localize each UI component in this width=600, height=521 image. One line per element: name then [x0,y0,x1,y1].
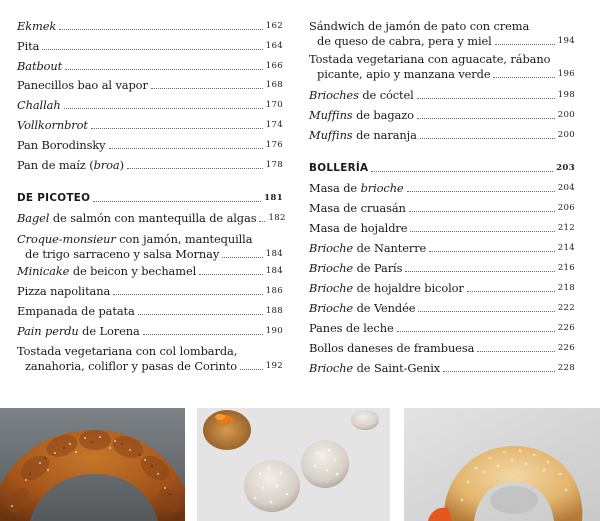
toc-italic-text: Brioche [309,281,354,295]
toc-entry-title [309,52,550,67]
toc-italic-text: Minicake [17,264,70,278]
toc-italic-text: Batbout [17,59,63,73]
toc-italic-text: Brioche [309,301,354,315]
toc-italic-text: Brioche [309,241,354,255]
dot-leader [199,274,263,275]
toc-text: de bagazo [352,108,414,122]
dot-leader [91,128,263,129]
toc-text: BOLLERÍA [309,162,369,174]
toc-text: de hojaldre bicolor [353,281,464,295]
toc-entry-title [17,59,62,74]
toc-entry-title [17,98,61,113]
toc-entry-title [17,19,56,34]
dot-leader [113,294,263,295]
toc-text: de naranja [352,128,417,142]
toc-italic-text: Brioche [309,361,354,375]
page-number: 194 [557,36,575,46]
page-number: 226 [557,323,575,333]
toc-entry-title [309,361,440,376]
page-number: 200 [557,130,575,140]
toc-entry-line-1 [17,232,283,247]
toc-entry[interactable] [17,59,283,74]
toc-italic-text: Brioche [309,261,354,275]
toc-entry-line-1 [309,19,575,34]
dot-leader [409,211,555,212]
toc-entry-title [17,118,88,133]
toc-text: Masa de hojaldre [309,221,408,235]
toc-text: de Saint-Genix [353,361,441,375]
page-number: 184 [265,249,283,259]
dot-leader [240,369,263,370]
page-number: 192 [265,361,283,371]
toc-entry[interactable] [17,118,283,133]
toc-text: Pan de maíz ( [17,158,94,172]
toc-entry-title [309,181,404,196]
toc-italic-text: Ekmek [17,19,57,33]
page-number: 182 [268,213,286,223]
toc-entry[interactable] [17,344,283,374]
toc-entry-title [309,261,402,276]
page-number: 184 [265,266,283,276]
toc-italic-text: broa [93,158,120,172]
toc-entry-title [17,264,196,279]
toc-text: Empanada de patata [17,304,135,318]
toc-entry[interactable] [17,78,283,93]
dot-leader [138,314,263,315]
page-number: 181 [264,193,283,203]
toc-text: ) [119,158,124,172]
toc-entry-title [309,281,464,296]
dot-leader [143,334,263,335]
toc-entry-title [17,344,237,359]
dot-leader [222,257,263,258]
toc-italic-text: Muffins [309,108,353,122]
toc-entry-title [17,324,140,339]
toc-entry-title [309,301,415,316]
page-number: 186 [265,286,283,296]
page-number: 190 [265,326,283,336]
toc-entry-title [309,88,414,103]
page-number: 226 [557,343,575,353]
toc-entry[interactable] [309,201,575,216]
toc-entry[interactable] [17,264,283,279]
dot-leader [493,77,554,78]
toc-entry[interactable] [309,241,575,256]
dot-leader [443,371,555,372]
toc-text: Bollos daneses de frambuesa [309,341,475,355]
page-number: 218 [557,283,575,293]
toc-entry[interactable] [309,52,575,82]
page-number: 162 [265,21,283,31]
toc-text: Panecillos bao al vapor [17,78,148,92]
cocktail-brioches-photo [197,408,390,521]
toc-italic-text: Bagel [17,211,50,225]
dot-leader [477,351,554,352]
dot-leader [397,331,555,332]
toc-entry[interactable] [309,281,575,296]
toc-text: Masa de cruasán [309,201,406,215]
page-number: 228 [557,363,575,373]
toc-entry-title [309,161,368,176]
toc-text: Tostada vegetariana con aguacate, rábano [309,52,551,66]
page-number: 196 [557,69,575,79]
toc-entry[interactable] [17,39,283,54]
dot-leader [42,49,262,50]
page-number: 166 [265,61,283,71]
dot-leader [259,221,265,222]
toc-entry-line-1 [309,52,575,67]
toc-text: Tostada vegetariana con col lombarda, [17,344,238,358]
toc-entry[interactable] [17,98,283,113]
toc-italic-text: Croque-monsieur [17,232,116,246]
braided-bread-ring-photo [0,408,185,521]
page-number: 198 [557,90,575,100]
page-number: 178 [265,160,283,170]
toc-entry[interactable] [309,108,575,123]
dot-leader [65,69,263,70]
toc-text: con jamón, mantequilla [115,232,253,246]
toc-entry[interactable] [17,19,283,34]
toc-entry[interactable] [309,301,575,316]
toc-text: Sándwich de jamón de pato con crema [309,19,530,33]
toc-entry-title [17,39,39,54]
toc-text: de Lorena [78,324,140,338]
toc-entry-title [309,108,414,123]
toc-text: picante, apio y manzana verde [317,67,491,81]
page-number: 216 [557,263,575,273]
toc-entry-title [309,221,407,236]
toc-entry[interactable] [17,324,283,339]
page-number: 164 [265,41,283,51]
dot-leader [407,191,555,192]
dot-leader [418,311,554,312]
toc-italic-text: Pain perdu [17,324,79,338]
dot-leader [151,88,263,89]
toc-entry-title [25,247,219,262]
page-number: 204 [557,183,575,193]
page-number: 170 [265,100,283,110]
toc-section-heading[interactable] [309,161,575,176]
toc-entry-title [317,34,492,49]
toc-text: Masa de [309,181,361,195]
toc-text: Pita [17,39,40,53]
toc-text: Pan Borodinsky [17,138,106,152]
dot-leader [93,201,261,202]
toc-entry-line-2 [309,34,575,49]
page-number: 174 [265,120,283,130]
page-number: 206 [557,203,575,213]
toc-entry[interactable] [17,304,283,319]
toc-entry-title [309,341,474,356]
toc-entry[interactable] [309,221,575,236]
dot-leader [417,118,555,119]
toc-entry-title [309,241,426,256]
page-number: 212 [557,223,575,233]
dot-leader [410,231,554,232]
dot-leader [429,251,554,252]
page-number: 200 [557,110,575,120]
page-number: 203 [556,163,575,173]
dot-leader [59,29,263,30]
page-number: 222 [557,303,575,313]
toc-entry-title [17,158,124,173]
dot-leader [109,148,263,149]
toc-text: zanahoria, coliflor y pasas de Corinto [25,359,238,373]
toc-italic-text: Challah [17,98,61,112]
toc-italic-text: Brioches [309,88,359,102]
page-number: 188 [265,306,283,316]
toc-entry-line-2 [309,67,575,82]
toc-entry[interactable] [17,232,283,262]
dot-leader [405,271,554,272]
toc-entry-title [317,67,490,82]
toc-entry[interactable] [309,88,575,103]
toc-entry-title [17,304,135,319]
dot-leader [371,171,553,172]
toc-entry[interactable] [309,261,575,276]
toc-entry-title [309,128,417,143]
toc-entry-title [17,138,106,153]
dot-leader [127,168,263,169]
dot-leader [495,44,555,45]
toc-italic-text: Vollkornbrot [17,118,88,132]
page-number: 176 [265,140,283,150]
toc-text: Panes de leche [309,321,394,335]
toc-entry-title [17,232,252,247]
toc-entry-title [309,19,529,34]
toc-text: de Vendée [353,301,416,315]
dot-leader [64,108,263,109]
toc-entry-line-2 [17,247,283,262]
toc-text: de beicon y bechamel [69,264,197,278]
toc-entry[interactable] [17,138,283,153]
toc-entry[interactable] [309,181,575,196]
dot-leader [417,98,555,99]
toc-entry[interactable] [17,211,286,226]
toc-entry-title [17,78,148,93]
toc-entry[interactable] [309,321,575,336]
toc-entry-title [25,359,237,374]
toc-entry-title [309,321,394,336]
toc-entry[interactable] [17,158,283,173]
sesame-bagel-photo [404,408,600,521]
toc-text: DE PICOTEO [17,192,91,204]
toc-entry-title [17,191,90,206]
toc-text: de cóctel [358,88,414,102]
toc-text: de Nanterre [353,241,427,255]
toc-entry[interactable] [309,361,575,376]
toc-entry-title [309,201,406,216]
toc-entry-line-1 [17,344,283,359]
toc-text: de salmón con mantequilla de algas [49,211,257,225]
toc-text: de trigo sarraceno y salsa Mornay [25,247,220,261]
page-number: 214 [557,243,575,253]
dot-leader [420,138,555,139]
toc-entry[interactable] [17,284,283,299]
toc-entry[interactable] [309,341,575,356]
toc-italic-text: Muffins [309,128,353,142]
toc-section-heading[interactable] [17,191,283,206]
toc-entry-title [17,211,256,226]
dot-leader [467,291,555,292]
toc-italic-text: brioche [360,181,404,195]
toc-entry-line-2 [17,359,283,374]
toc-entry-title [17,284,110,299]
toc-text: de queso de cabra, pera y miel [317,34,492,48]
toc-text: Pizza napolitana [17,284,111,298]
toc-entry[interactable] [309,19,575,49]
toc-text: de París [353,261,403,275]
page-number: 168 [265,80,283,90]
toc-entry[interactable] [309,128,575,143]
